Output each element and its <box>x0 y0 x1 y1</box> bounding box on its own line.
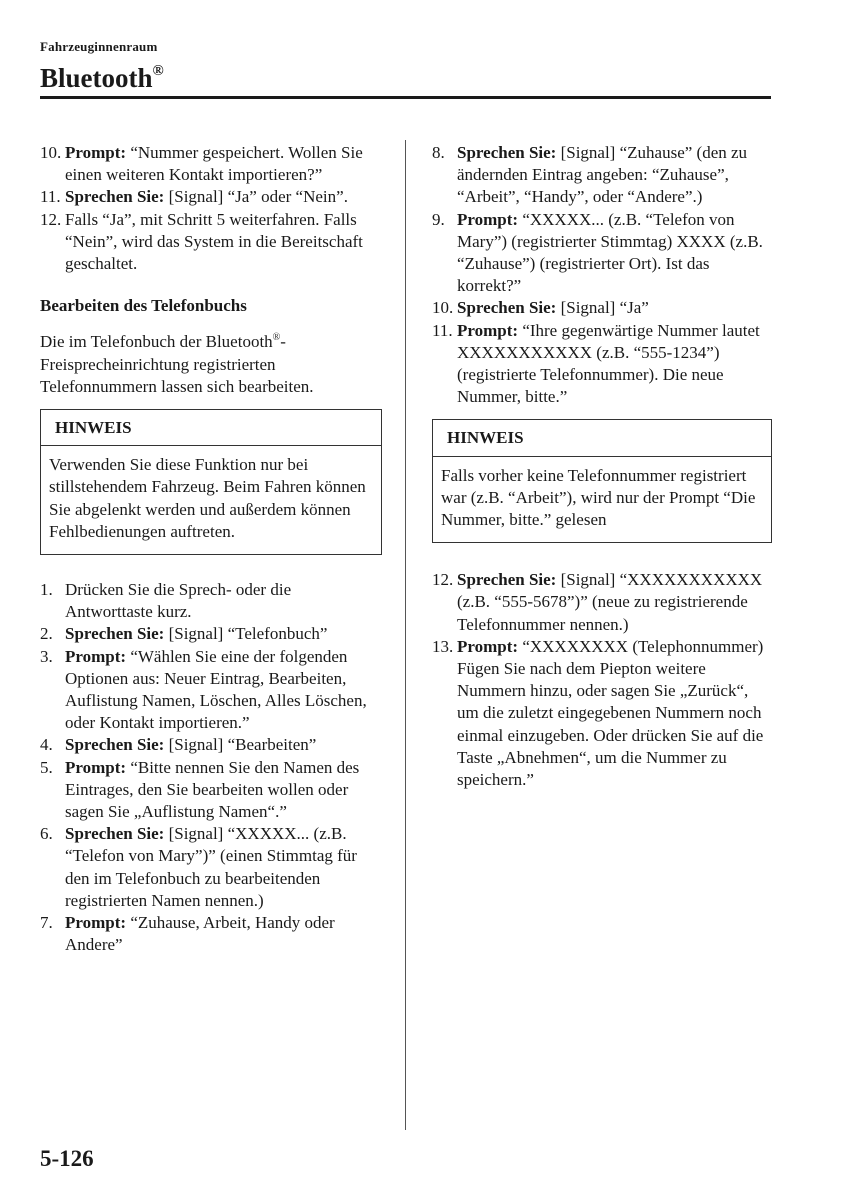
left-steps <box>40 579 382 956</box>
step-text: [Signal] “Zuhause” (den zu ändernden Eintrag angeben: “Zuhause”, “Arbeit”, “Handy”, oder “Andere”.) <box>457 143 748 207</box>
step-text: “Bitte nennen Sie den Namen des Eintrages, den Sie bearbeiten wollen oder sagen Sie „Auflistung Namen“.” <box>65 757 360 822</box>
step-number: 12. <box>432 570 454 590</box>
note-body: Falls vorher keine Telefonnummer registriert war (z.B. “Arbeit”), wird nur der Prompt “Die Nummer, bitte.” gelesen <box>441 465 756 530</box>
step-text: Drücken Sie die Sprech- oder die Antworttaste kurz. <box>65 580 292 622</box>
list-item <box>40 734 382 756</box>
note-heading: HINWEIS <box>41 410 381 446</box>
step-number: 9. <box>432 209 445 229</box>
note-box <box>432 419 772 543</box>
step-number: 10. <box>40 143 62 162</box>
list-item <box>40 912 382 956</box>
step-text: Falls “Ja”, mit Schritt 5 weiterfahren. Falls “Nein”, wird das System in die Bereitschaft geschaltet. <box>65 209 363 274</box>
step-keyword: Sprechen Sie: <box>457 143 557 162</box>
step-number: 1. <box>40 580 53 600</box>
step-keyword: Prompt: <box>457 320 519 340</box>
right-steps <box>432 142 772 408</box>
page-title <box>40 54 164 95</box>
list-item <box>40 757 382 824</box>
step-number: 7. <box>40 913 53 933</box>
step-text: [Signal] “Ja” <box>556 298 649 318</box>
step-number: 8. <box>432 143 445 162</box>
step-keyword: Prompt: <box>65 646 127 666</box>
step-keyword: Prompt: <box>65 143 127 162</box>
list-item <box>432 297 772 319</box>
column-divider <box>405 140 406 1130</box>
note-body: Verwenden Sie diese Funktion nur bei stillstehendem Fahrzeug. Beim Fahren können Sie abgelenkt werden und außerdem können Fehlbedienungen auftreten. <box>49 455 366 541</box>
step-number: 2. <box>40 624 53 644</box>
step-number: 13. <box>432 636 454 656</box>
list-item <box>40 142 382 186</box>
registered-mark: ® <box>272 332 281 344</box>
step-number: 3. <box>40 646 53 666</box>
list-item <box>40 579 382 623</box>
right-steps-continued <box>432 569 772 791</box>
step-keyword: Prompt: <box>457 636 519 656</box>
step-keyword: Sprechen Sie: <box>65 824 165 844</box>
list-item <box>432 320 772 409</box>
left-steps-continued <box>40 142 382 275</box>
step-keyword: Prompt: <box>65 913 127 933</box>
step-text: “Wählen Sie eine der folgenden Optionen aus: Neuer Eintrag, Bearbeiten, Auflistung Namen, Löschen, Alles Löschen, oder Kontakt importieren.” <box>65 646 367 733</box>
intro-text-b: -Freisprecheinrichtung registrierten Telefonnummern lassen sich bearbeiten. <box>40 332 314 396</box>
step-keyword: Sprechen Sie: <box>65 735 165 755</box>
list-item <box>432 209 772 298</box>
intro-text-a: Die im Telefonbuch der Bluetooth <box>40 332 273 352</box>
step-text: “Zuhause, Arbeit, Handy oder Andere” <box>65 913 335 955</box>
page-number: 5-126 <box>40 1146 94 1171</box>
title-rule <box>40 96 771 99</box>
list-item <box>40 646 382 735</box>
list-item <box>432 142 772 209</box>
subheading: Bearbeiten des Telefonbuchs <box>40 296 247 316</box>
left-column <box>40 142 382 957</box>
step-keyword: Prompt: <box>65 757 127 777</box>
list-item <box>40 623 382 645</box>
step-text: [Signal] “Telefonbuch” <box>164 624 328 644</box>
list-item <box>432 569 772 636</box>
step-keyword: Sprechen Sie: <box>65 187 165 207</box>
intro-paragraph <box>40 327 382 398</box>
list-item <box>40 823 382 912</box>
list-item <box>40 209 382 276</box>
note-box <box>40 409 382 555</box>
registered-mark: ® <box>152 63 164 79</box>
step-keyword: Sprechen Sie: <box>65 624 165 644</box>
step-number: 12. <box>40 209 62 229</box>
page-title-text: Bluetooth <box>40 63 153 93</box>
step-number: 11. <box>40 187 61 207</box>
step-keyword: Sprechen Sie: <box>457 570 557 590</box>
note-heading: HINWEIS <box>433 420 771 456</box>
list-item <box>432 636 772 791</box>
step-number: 6. <box>40 824 53 844</box>
step-text: [Signal] “Bearbeiten” <box>164 735 317 755</box>
step-text: “XXXXXXXX (Telephonnummer) Fügen Sie nach dem Piepton weitere Nummern hinzu, oder sagen Sie „Zurück“, um die zuletzt eingegebenen Nummern noch einmal einzugeben. Oder drücken Sie auf die Taste „Abnehmen“, um die Nummer zu speichern.” <box>457 636 764 790</box>
right-column <box>432 142 772 791</box>
step-keyword: Prompt: <box>457 209 519 229</box>
section-label: Fahrzeuginnenraum <box>40 39 158 54</box>
step-text: “XXXXX... (z.B. “Telefon von Mary”) (registrierter Stimmtag) XXXX (z.B. “Zuhause”) (registrierter Ort). Ist das korrekt?” <box>457 209 763 296</box>
list-item <box>40 186 382 208</box>
step-number: 11. <box>432 320 453 340</box>
step-number: 4. <box>40 735 53 755</box>
step-text: “Nummer gespeichert. Wollen Sie einen weiteren Kontakt importieren?” <box>65 143 363 185</box>
step-keyword: Sprechen Sie: <box>457 298 557 318</box>
step-number: 5. <box>40 757 53 777</box>
step-text: [Signal] “Ja” oder “Nein”. <box>164 187 348 207</box>
step-text: [Signal] “XXXXX... (z.B. “Telefon von Mary”)” (einen Stimmtag für den im Telefonbuch zu bearbeitenden registrierten Namen nennen.) <box>65 824 357 910</box>
step-number: 10. <box>432 298 454 318</box>
step-text: [Signal] “XXXXXXXXXXX (z.B. “555-5678”)” (neue zu registrierende Telefonnummer nennen.) <box>457 570 763 634</box>
step-text: “Ihre gegenwärtige Nummer lautet XXXXXXXXXXX (z.B. “555-1234”) (registrierte Telefonnummer). Die neue Nummer, bitte.” <box>457 320 760 407</box>
